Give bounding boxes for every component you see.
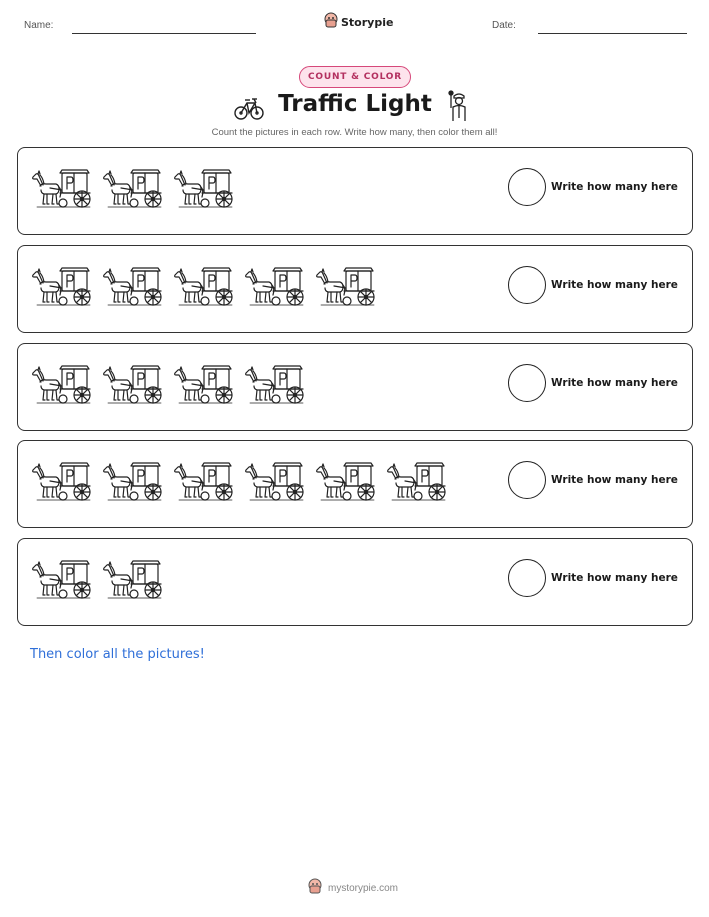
horse-carriage-icon [174, 362, 235, 406]
horse-carriage-icon [103, 264, 164, 308]
name-field[interactable] [72, 33, 256, 34]
horse-carriage-icon [32, 362, 93, 406]
brand-logo [324, 13, 393, 31]
horse-carriage-icon [32, 166, 93, 210]
traffic-officer-icon [448, 90, 470, 126]
horse-carriage-icon [245, 264, 306, 308]
instructions: Count the pictures in each row. Write how many, then color them all! [211, 127, 498, 138]
name-label: Name: [24, 20, 54, 31]
answer-label: Write how many here [551, 572, 678, 584]
counting-row [17, 440, 693, 528]
horse-carriage-icon [245, 459, 306, 503]
picture-group [32, 557, 164, 601]
answer-circle[interactable] [508, 266, 546, 304]
storypie-logo-icon [308, 878, 322, 898]
horse-carriage-icon [174, 459, 235, 503]
horse-carriage-icon [32, 557, 93, 601]
counting-row [17, 343, 693, 431]
page-title: Traffic Light [278, 91, 432, 117]
answer-circle[interactable] [508, 168, 546, 206]
horse-carriage-icon [245, 362, 306, 406]
answer-label: Write how many here [551, 279, 678, 291]
answer-circle[interactable] [508, 559, 546, 597]
horse-carriage-icon [103, 362, 164, 406]
picture-group [32, 166, 235, 210]
brand-name: Storypie [341, 15, 394, 29]
title-row [0, 90, 709, 126]
horse-carriage-icon [32, 459, 93, 503]
answer-label: Write how many here [551, 377, 678, 389]
site-url[interactable]: mystorypie.com [328, 882, 399, 894]
date-label: Date: [492, 20, 516, 31]
picture-group [32, 459, 448, 503]
counting-row [17, 538, 693, 626]
picture-group [32, 264, 377, 308]
worksheet-header [0, 0, 709, 40]
storypie-logo-icon [324, 12, 338, 32]
answer-circle[interactable] [508, 461, 546, 499]
horse-carriage-icon [316, 264, 377, 308]
horse-carriage-icon [103, 557, 164, 601]
horse-carriage-icon [103, 459, 164, 503]
date-field[interactable] [538, 33, 687, 34]
activity-badge: COUNT & COLOR [299, 66, 411, 88]
coloring-note: Then color all the pictures! [30, 647, 205, 662]
horse-carriage-icon [103, 166, 164, 210]
answer-circle[interactable] [508, 364, 546, 402]
answer-label: Write how many here [551, 474, 678, 486]
horse-carriage-icon [316, 459, 377, 503]
horse-carriage-icon [174, 264, 235, 308]
horse-carriage-icon [387, 459, 448, 503]
picture-group [32, 362, 306, 406]
site-footer [308, 878, 398, 898]
answer-label: Write how many here [551, 181, 678, 193]
horse-carriage-icon [32, 264, 93, 308]
horse-carriage-icon [174, 166, 235, 210]
counting-row [17, 245, 693, 333]
counting-row [17, 147, 693, 235]
